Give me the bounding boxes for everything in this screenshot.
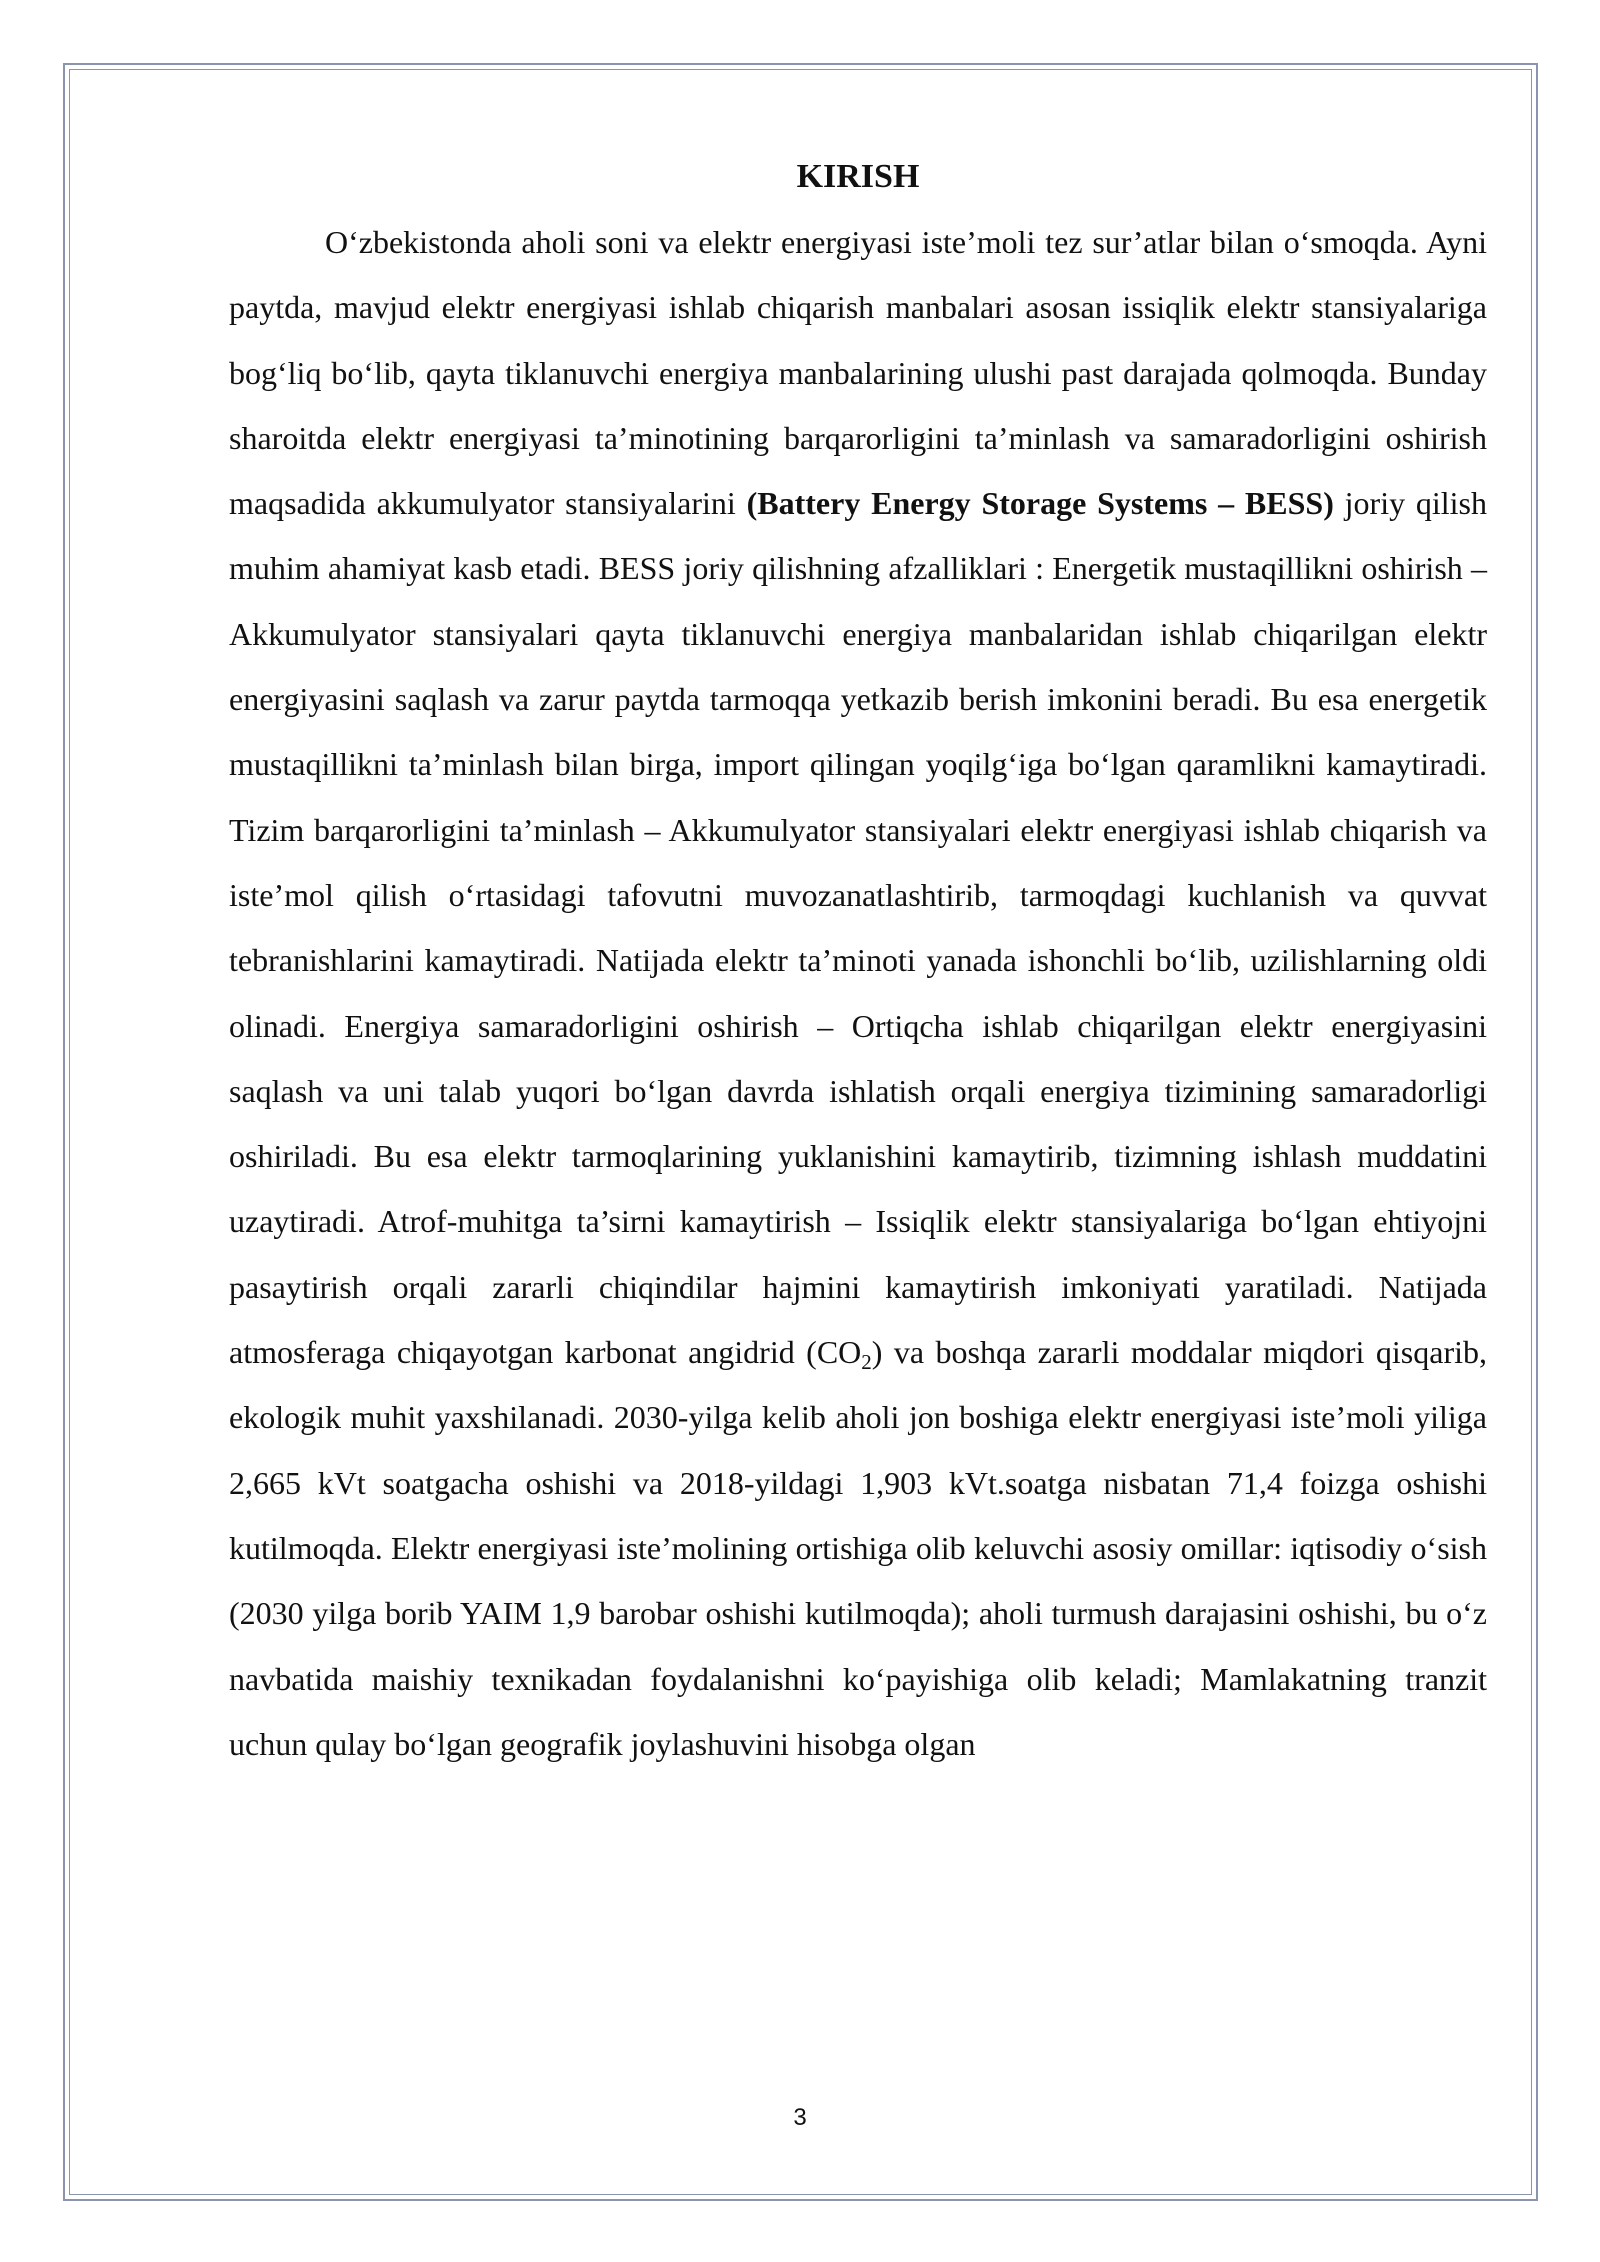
paragraph-text-1: O‘zbekistonda aholi soni va elektr energiyasi iste’moli tez sur’atlar bilan o‘smoqda. Ayni paytda, mavjud elektr energiyasi ishlab chiqarish manbalari asosan issiqlik elektr stansiyalariga bog‘liq bo‘lib, qayta tiklanuvchi energiya manbalarining ulushi past darajada qolmoqda. Bunday sharoitda elektr energiyasi ta’minotining barqarorligini ta’minlash va samaradorligini oshirish maqsadida akkumulyator stansiyalarini — [229, 224, 1487, 522]
paragraph-text-3: ) va boshqa zararli moddalar miqdori qisqarib, ekologik muhit yaxshilanadi. 2030-yilga kelib aholi jon boshiga elektr energiyasi iste’moli yiliga 2,665 kVt soatgacha oshishi va 2018-yildagi 1,903 kVt.soatga nisbatan 71,4 foizga oshishi kutilmoqda. Elektr energiyasi iste’molining ortishiga olib keluvchi asosiy omillar: iqtisodiy o‘sish (2030 yilga borib YAIM 1,9 barobar oshishi kutilmoqda); aholi turmush darajasini oshishi, bu o‘z navbatida maishiy texnikadan foydalanishni ko‘payishiga olib keladi; Mamlakatning tranzit uchun qulay bo‘lgan geografik joylashuvini hisobga olgan — [229, 1334, 1488, 1762]
bess-term: (Battery Energy Storage Systems – BESS) — [746, 485, 1334, 522]
paragraph-text-2: joriy qilish muhim ahamiyat kasb etadi. BESS joriy qilishning afzalliklari : Energetik mustaqillikni oshirish – Akkumulyator stansiyalari qayta tiklanuvchi energiya manbalaridan ishlab chiqarilgan elektr energiyasini saqlash va zarur paytda tarmoqqa yetkazib berish imkonini beradi. Bu esa energetik mustaqillikni ta’minlash bilan birga, import qilingan yoqilg‘iga bo‘lgan qaramlikni kamaytiradi. Tizim barqarorligini ta’minlash – Akkumulyator stansiyalari elektr energiyasi ishlab chiqarish va iste’mol qilish o‘rtasidagi tafovutni muvozanatlashtirib, tarmoqdagi kuchlanish va quvvat tebranishlarini kamaytiradi. Natijada elektr ta’minoti yanada ishonchli bo‘lib, uzilishlarning oldi olinadi. Energiya samaradorligini oshirish – Ortiqcha ishlab chiqarilgan elektr energiyasini saqlash va uni talab yuqori bo‘lgan davrda ishlatish orqali energiya tizimining samaradorligi oshiriladi. Bu esa elektr tarmoqlarining yuklanishini kamaytirib, tizimning ishlash muddatini uzaytiradi. Atrof-muhitga ta’sirni kamaytirish – Issiqlik elektr stansiyalariga bo‘lgan ehtiyojni pasaytirish orqali zararli chiqindilar hajmini kamaytirish imkoniyati yaratiladi. Natijada atmosferaga chiqayotgan karbonat angidrid (CO — [229, 485, 1488, 1371]
page-content — [229, 148, 1487, 1777]
co2-subscript: 2 — [861, 1350, 872, 1375]
intro-paragraph — [229, 210, 1487, 1777]
page-number: 3 — [793, 2104, 807, 2131]
section-title: KIRISH — [796, 158, 920, 195]
